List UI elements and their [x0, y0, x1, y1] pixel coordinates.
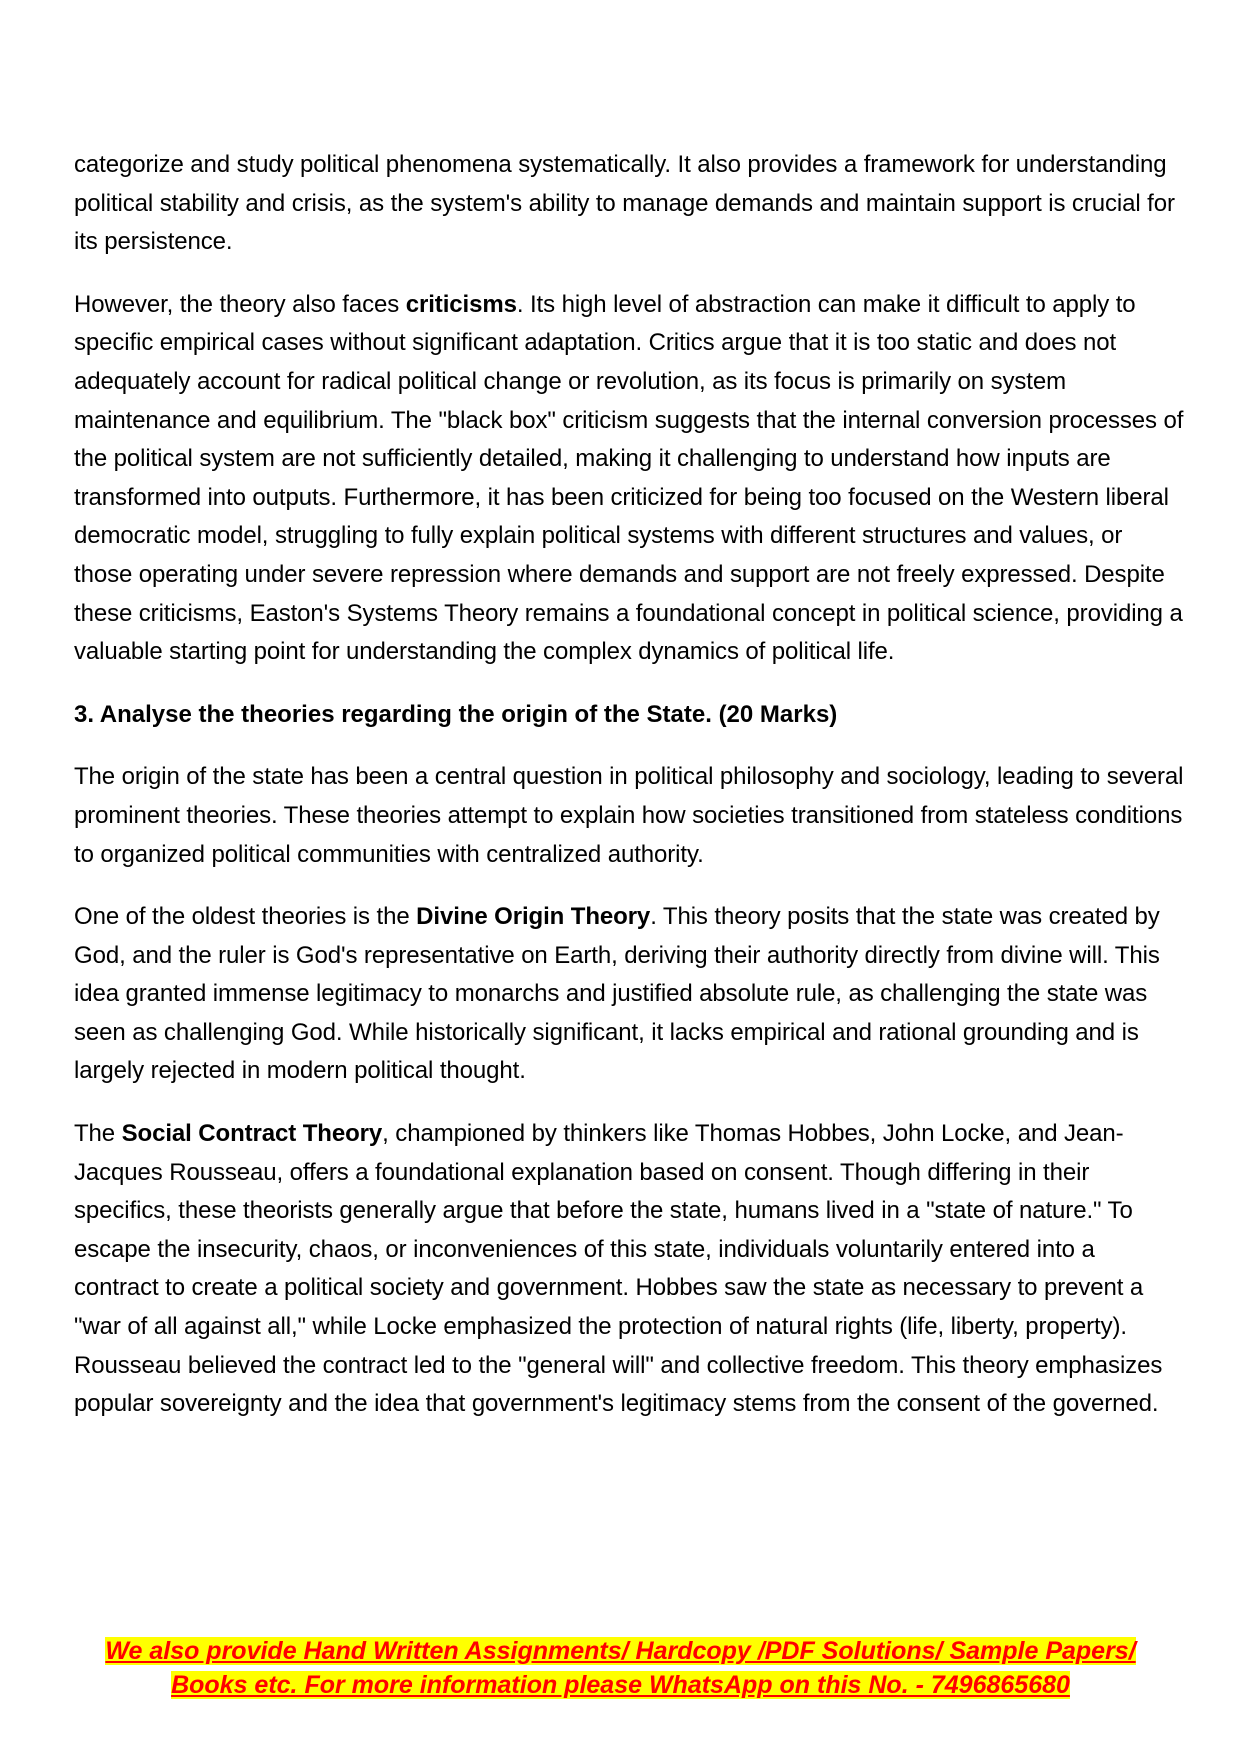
- paragraph-criticisms: [74, 286, 1184, 672]
- text-run: The: [74, 1120, 122, 1148]
- promo-footer: [60, 1634, 1181, 1702]
- bold-term-divine-origin: Divine Origin Theory: [416, 903, 651, 931]
- paragraph-systems-framework: categorize and study political phenomena systematically. It also provides a framework for understanding political stability and crisis, as the system's ability to manage demands and maintain support is crucial for its persistence.: [74, 151, 1175, 256]
- paragraph-origin-intro: The origin of the state has been a central question in political philosophy and sociology, leading to several prominent theories. These theories attempt to explain how societies transitioned from stateless conditions to organized political communities with centralized authority.: [74, 763, 1184, 868]
- text-run: . This theory posits that the state was created by God, and the ruler is God's representative on Earth, deriving their authority directly from divine will. This idea granted immense legitimacy to monarchs and justified absolute rule, as challenging the state was seen as challenging God. While historically significant, it lacks empirical and rational grounding and is largely rejected in modern political thought.: [74, 903, 1160, 1085]
- bold-term-criticisms: criticisms: [405, 290, 517, 318]
- text-run: One of the oldest theories is the: [74, 903, 417, 931]
- text-run: . Its high level of abstraction can make it difficult to apply to specific empirical cases without significant adaptation. Critics argue that it is too static and does not adequately account for radical political change or revolution, as its focus is primarily on system maintenance and equilibrium. The "black box" criticism suggests that the internal conversion processes of the political system are not sufficiently detailed, making it challenging to understand how inputs are transformed into outputs. Furthermore, it has been criticized for being too focused on the Western liberal democratic model, struggling to fully explain political systems with different structures and values, or those operating under severe repression where demands and support are not freely expressed. Despite these criticisms, Easton's Systems Theory remains a foundational concept in political science, providing a valuable starting point for understanding the complex dynamics of political life.: [74, 290, 1184, 666]
- paragraph-social-contract: [74, 1115, 1184, 1424]
- promo-line-1: We also provide Hand Written Assignments/ Hardcopy /PDF Solutions/ Sample Papers/: [105, 1637, 1136, 1665]
- promo-line-2: Books etc. For more information please WhatsApp on this No. - 7496865680: [171, 1671, 1070, 1699]
- text-run: , championed by thinkers like Thomas Hobbes, John Locke, and Jean-Jacques Rousseau, offers a foundational explanation based on consent. Though differing in their specifics, these theorists generally argue that before the state, humans lived in a "state of nature." To escape the insecurity, chaos, or inconveniences of this state, individuals voluntarily entered into a contract to create a political society and government. Hobbes saw the state as necessary to prevent a "war of all against all," while Locke emphasized the protection of natural rights (life, liberty, property). Rousseau believed the contract led to the "general will" and collective freedom. This theory emphasizes popular sovereignty and the idea that government's legitimacy stems from the consent of the governed.: [74, 1120, 1163, 1418]
- question-heading: 3. Analyse the theories regarding the origin of the State. (20 Marks): [74, 700, 838, 728]
- document-body: [74, 146, 1184, 1448]
- bold-term-social-contract: Social Contract Theory: [121, 1120, 383, 1148]
- text-run: However, the theory also faces: [74, 290, 406, 318]
- paragraph-divine-origin: [74, 898, 1184, 1091]
